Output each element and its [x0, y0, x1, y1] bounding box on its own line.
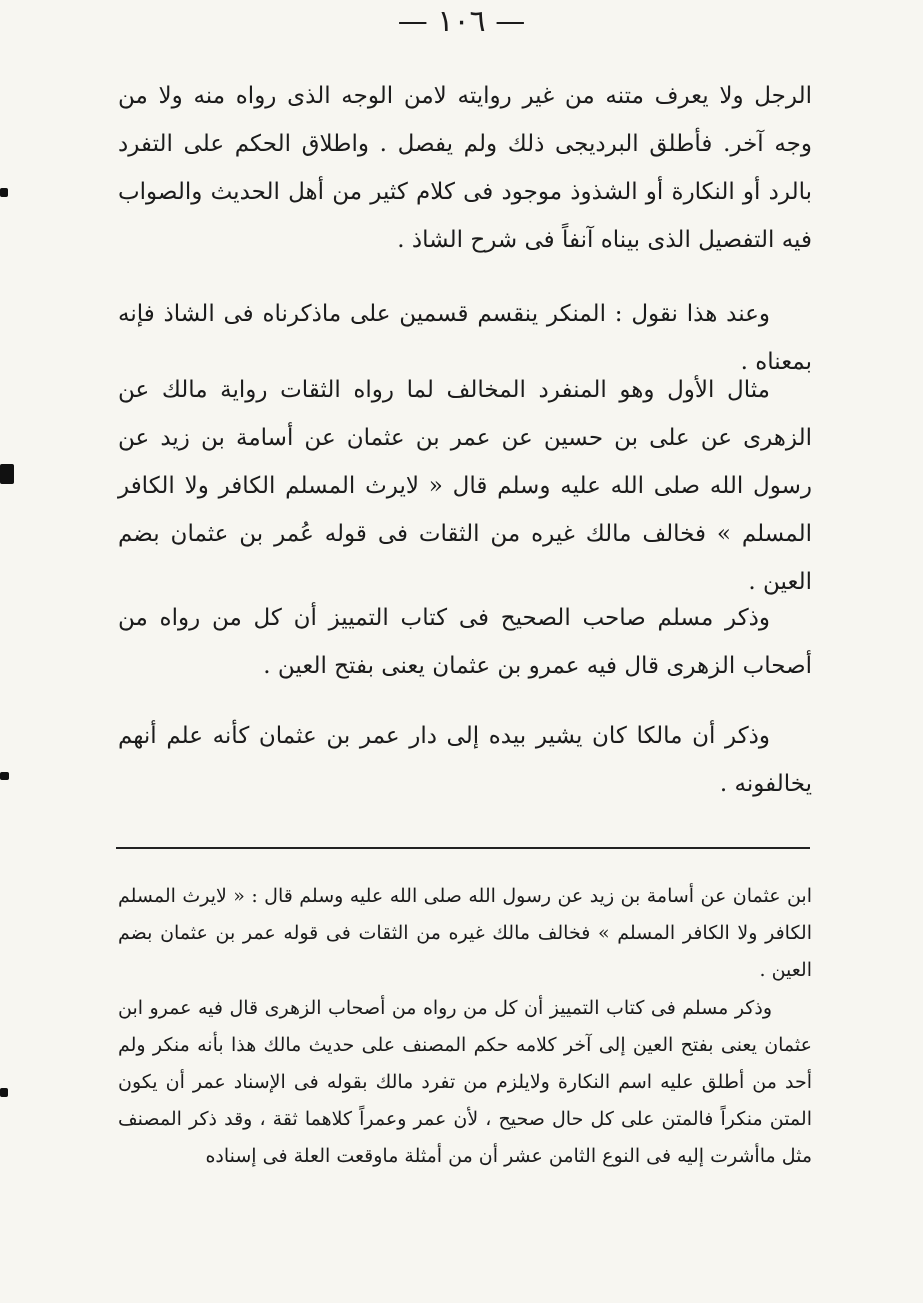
footnote-paragraph-commentary: وذكر مسلم فى كتاب التمييز أن كل من رواه من أصحاب الزهرى قال فيه عمرو ابن عثمان يعنى بفتح العين إلى آخر كلامه حكم المصنف على حديث مالك هذا بأنه منكر ولم أحد من أطلق عليه اسم النكارة ولايلزم من تفرد مالك بقوله فى الإسناد عمر أن يكون المتن منكراً فالمتن على كل حال صحيح ، لأن عمر وعمراً كلاهما ثقة ، وقد ذكر المصنف مثل ماأشرت إليه فى النوع الثامن عشر أن من أمثلة ماوقعت العلة فى إسناده — [118, 997, 812, 1167]
footnote-separator — [116, 847, 810, 849]
margin-scan-mark — [0, 188, 8, 197]
paragraph-muslim-tamyiz: وذكر مسلم صاحب الصحيح فى كتاب التمييز أن كل من رواه من أصحاب الزهرى قال فيه عمرو بن عثمان يعنى بفتح العين . — [118, 605, 812, 679]
paragraph-malik-gesture: وذكر أن مالكا كان يشير بيده إلى دار عمر بن عثمان كأنه علم أنهم يخالفونه . — [118, 723, 812, 797]
paragraph-first-example: مثال الأول وهو المنفرد المخالف لما رواه الثقات رواية مالك عن الزهرى عن على بن حسين عن عمر بن عثمان عن أسامة بن زيد عن رسول الله صلى الله عليه وسلم قال « لايرث المسلم الكافر ولا الكافر المسلم » فخالف مالك غيره من الثقات فى قوله عُمر بن عثمان بضم العين . — [118, 377, 812, 595]
margin-scan-mark — [0, 464, 14, 484]
margin-scan-mark — [0, 1088, 8, 1097]
paragraph-munkar-division: وعند هذا نقول : المنكر ينقسم قسمين على ماذكرناه فى الشاذ فإنه بمعناه . — [118, 301, 812, 375]
footnote-paragraph-hadith: ابن عثمان عن أسامة بن زيد عن رسول الله صلى الله عليه وسلم قال : « لايرث المسلم الكافر ولا الكافر المسلم » فخالف مالك غيره من الثقات فى قوله عمر بن عثمان بضم العين . — [118, 885, 812, 981]
margin-scan-mark — [0, 772, 9, 780]
page-number: — ١٠٦ — — [397, 4, 526, 39]
paragraph-albardiji: الرجل ولا يعرف متنه من غير روايته لامن الوجه الذى رواه منه ولا من وجه آخر. فأطلق البرديجى ذلك ولم يفصل . واطلاق الحكم على التفرد بالرد أو النكارة أو الشذوذ موجود فى كلام كثير من أهل الحديث والصواب فيه التفصيل الذى بيناه آنفاً فى شرح الشاذ . — [118, 83, 812, 253]
